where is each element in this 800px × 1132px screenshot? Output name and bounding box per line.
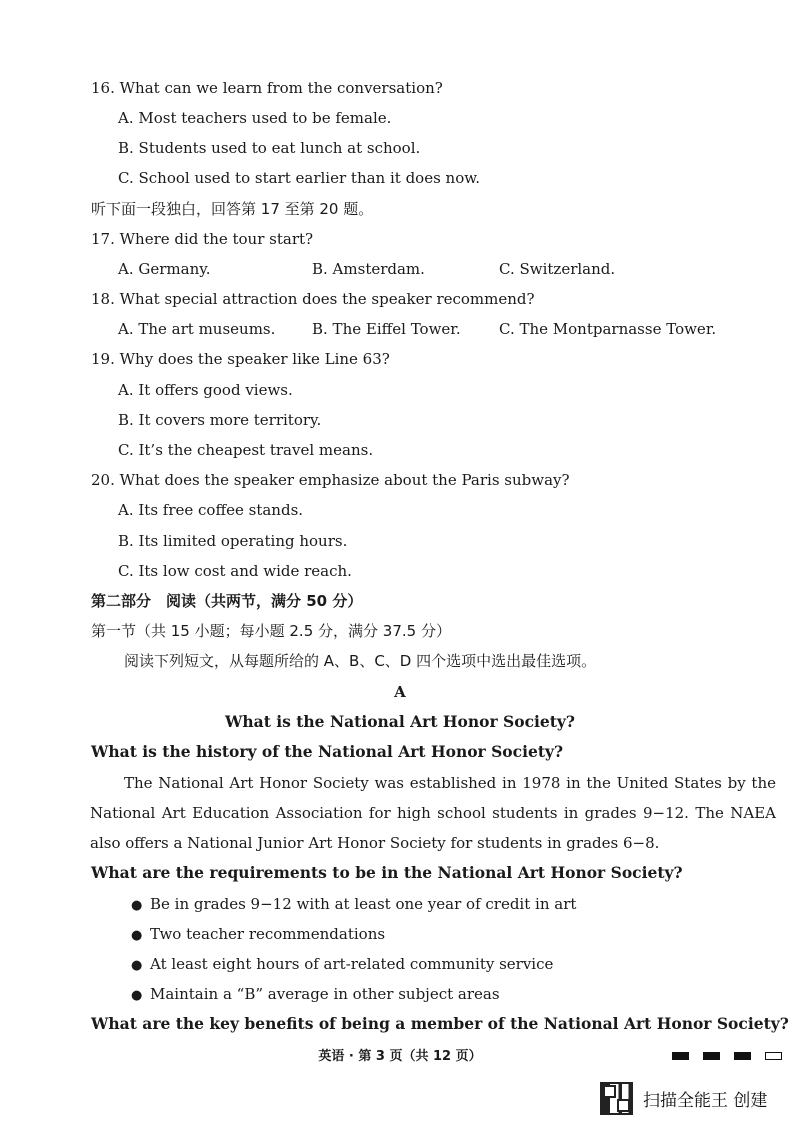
q19-option-c: C. It’s the cheapest travel means. <box>118 441 374 459</box>
q20-option-c: C. Its low cost and wide reach. <box>118 562 352 580</box>
heading-requirements: What are the requirements to be in the National Art Honor Society? <box>91 863 683 882</box>
requirement-item: ● Be in grades 9−12 with at least one year of credit in art <box>131 894 576 916</box>
scanner-watermark <box>600 1082 767 1115</box>
page-mark-icon <box>672 1052 689 1060</box>
page-mark-icon <box>734 1052 751 1060</box>
q16-option-a: A. Most teachers used to be female. <box>118 109 392 127</box>
question-19: 19. Why does the speaker like Line 63? <box>91 350 390 368</box>
question-16: 16. What can we learn from the conversation? <box>91 79 443 97</box>
passage-title: What is the National Art Honor Society? <box>224 712 576 731</box>
paragraph-history: The National Art Honor Society was established in 1978 in the United States by the National Art Education Association for high school students in grades 9−12. The NAEA also offers a National Junior Art Honor Society for students in grades 6−8. <box>90 774 776 852</box>
requirement-item: ● At least eight hours of art-related community service <box>131 954 553 976</box>
q19-option-b: B. It covers more territory. <box>118 411 322 429</box>
requirement-item: ● Maintain a “B” average in other subject areas <box>131 984 500 1006</box>
question-20: 20. What does the speaker emphasize about the Paris subway? <box>91 471 570 489</box>
q17-option-c: C. Switzerland. <box>499 260 616 278</box>
q16-option-b: B. Students used to eat lunch at school. <box>118 139 421 157</box>
q16-option-c: C. School used to start earlier than it does now. <box>118 169 481 187</box>
requirement-item: ● Two teacher recommendations <box>131 924 385 946</box>
q20-option-b: B. Its limited operating hours. <box>118 532 348 550</box>
heading-benefits: What are the key benefits of being a member of the National Art Honor Society? <box>91 1014 789 1033</box>
passage-letter: A <box>394 683 406 701</box>
q17-option-a: A. Germany. <box>118 260 211 278</box>
page-mark-empty-icon <box>765 1052 782 1060</box>
q18-options <box>118 319 716 339</box>
q18-option-a: A. The art museums. <box>118 320 276 338</box>
bullet-icon: ● <box>131 928 143 943</box>
page-footer: 英语 · 第 3 页（共 12 页） <box>318 1049 482 1064</box>
q17-option-b: B. Amsterdam. <box>312 260 425 278</box>
qr-code-icon <box>600 1082 633 1115</box>
bullet-icon: ● <box>131 988 143 1003</box>
bullet-icon: ● <box>131 898 143 913</box>
q17-options <box>118 259 615 279</box>
q18-option-b: B. The Eiffel Tower. <box>312 320 461 338</box>
part-two-title: 第二部分 阅读（共两节，满分 50 分） <box>91 592 363 610</box>
q20-option-a: A. Its free coffee stands. <box>118 501 304 519</box>
q19-option-a: A. It offers good views. <box>118 381 293 399</box>
reading-instruction: 阅读下列短文，从每题所给的 A、B、C、D 四个选项中选出最佳选项。 <box>124 652 597 670</box>
question-18: 18. What special attraction does the speaker recommend? <box>91 290 535 308</box>
listening-instruction: 听下面一段独白，回答第 17 至第 20 题。 <box>91 200 374 218</box>
q18-option-c: C. The Montparnasse Tower. <box>499 320 717 338</box>
question-17: 17. Where did the tour start? <box>91 230 314 248</box>
page-marks <box>672 1052 782 1060</box>
section-one-title: 第一节（共 15 小题；每小题 2.5 分，满分 37.5 分） <box>91 622 451 640</box>
heading-history: What is the history of the National Art Honor Society? <box>91 742 564 761</box>
bullet-icon: ● <box>131 958 143 973</box>
page-mark-icon <box>703 1052 720 1060</box>
watermark-text: 扫描全能王 创建 <box>643 1091 768 1111</box>
